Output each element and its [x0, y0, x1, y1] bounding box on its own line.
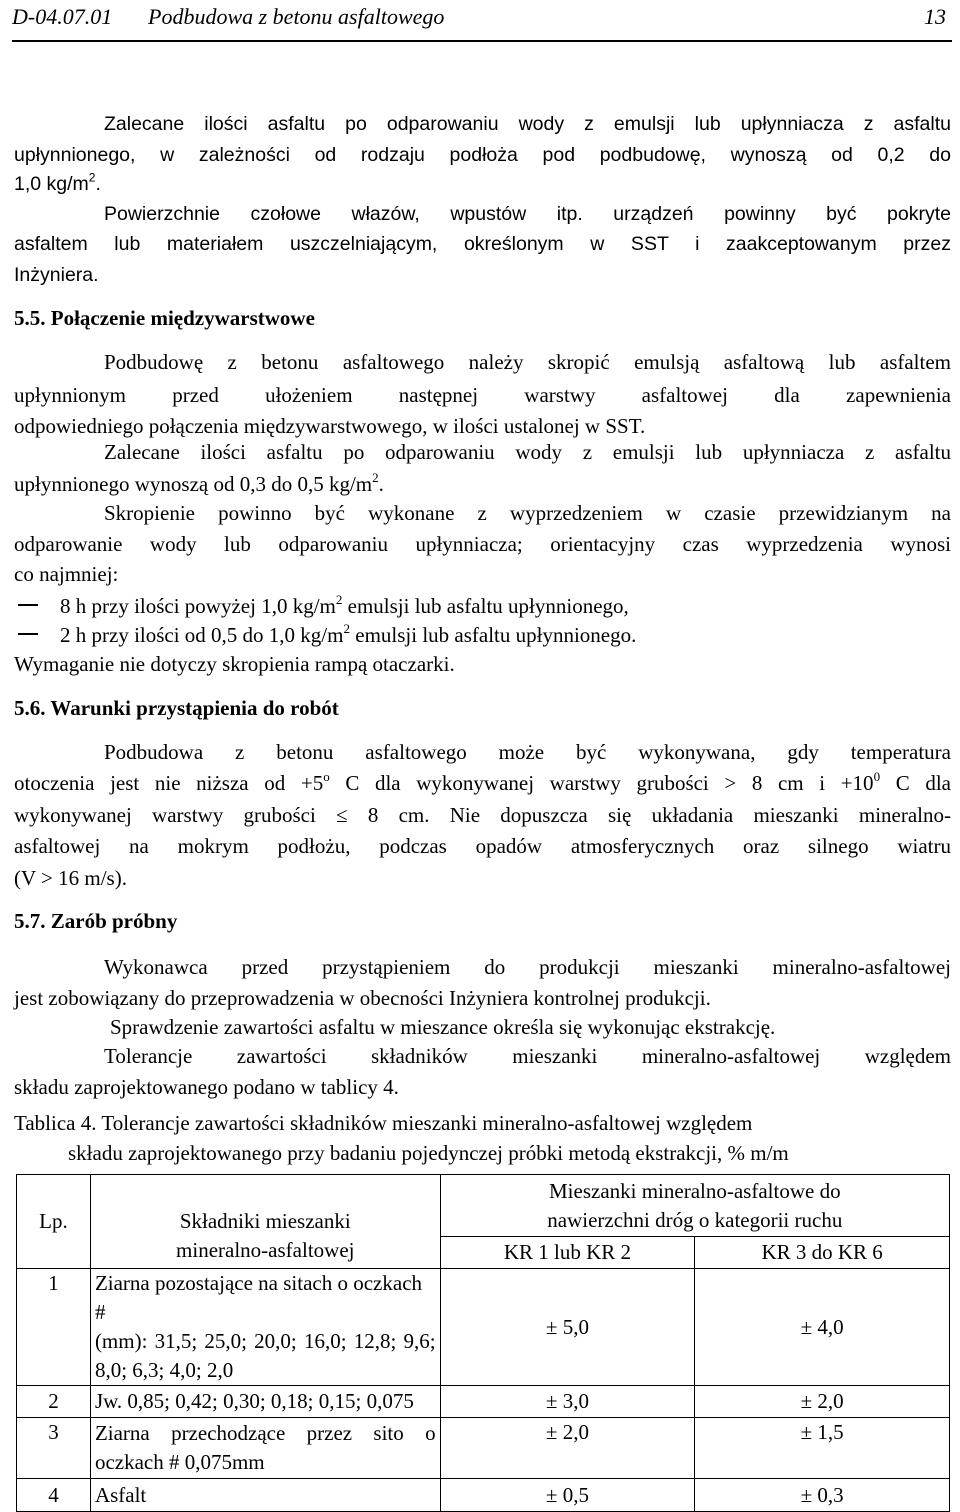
paragraph-line: upłynnionym przed ułożeniem następnej warstwy asfaltowej dla zapewnienia	[14, 383, 951, 407]
paragraph-line: otoczenia jest nie niższa od $+5^o$ C dla wykonywanej warstwy grubości > 8 cm $i +10^0$ C dla	[14, 768, 951, 795]
paragraph-line: Sprawdzenie zawartości asfaltu w mieszance określa się wykonując ekstrakcję.	[110, 1015, 776, 1039]
spec-code: D-04.07.01	[12, 4, 113, 29]
table-row	[17, 1418, 950, 1479]
paragraph-line: Podbudowę z betonu asfaltowego należy skropić emulsją asfaltową lub asfaltem	[104, 350, 951, 374]
paragraph-line: odparowanie wody lub odparowaniu upłynniacza; orientacyjny czas wyprzedzenia wynosi	[14, 532, 951, 556]
paragraph-line: (V > 16 m/s).	[14, 866, 127, 890]
paragraph-line: Powierzchnie czołowe włazów, wpustów itp. urządzeń powinny być pokryte	[104, 203, 951, 225]
cell-lp: 3	[17, 1418, 91, 1479]
header-mixtures: Mieszanki mineralno-asfaltowe do nawierzchni dróg o kategorii ruchu	[440, 1175, 949, 1237]
page-number: 13	[924, 4, 946, 29]
header-kr3-kr6: KR 3 do KR 6	[695, 1237, 950, 1269]
tolerance-table	[16, 1174, 950, 1512]
dash-bullet-icon	[18, 633, 38, 635]
header-kr1-kr2: KR 1 lub KR 2	[440, 1237, 695, 1269]
cell-kr1-kr2: ± 5,0	[440, 1269, 695, 1386]
paragraph-line: co najmniej:	[14, 562, 119, 586]
table-row	[17, 1386, 950, 1418]
cell-component: Ziarna przechodzące przez sito o oczkach # 0,075mm	[90, 1418, 440, 1479]
cell-kr3-kr6: ± 2,0	[695, 1386, 950, 1418]
cell-lp: 2	[17, 1386, 91, 1418]
table-caption: składu zaprojektowanego przy badaniu pojedynczej próbki metodą ekstrakcji, % m/m	[68, 1141, 789, 1165]
paragraph-line: Zalecane ilości asfaltu po odparowaniu wody z emulsji lub upłynniacza z asfaltu	[104, 440, 951, 464]
paragraph-line: Podbudowa z betonu asfaltowego może być wykonywana, gdy temperatura	[104, 740, 951, 764]
paragraph-line: Wymaganie nie dotyczy skropienia rampą otaczarki.	[14, 652, 455, 676]
list-item: 2 h przy ilości od 0,5 do 1,0 $kg/m^2$ emulsji lub asfaltu upłynnionego.	[14, 619, 951, 651]
cell-kr3-kr6: ± 1,5	[695, 1418, 950, 1479]
paragraph-line: Inżyniera.	[14, 264, 99, 286]
header-rule	[12, 40, 952, 42]
paragraph-line: Tolerancje zawartości składników mieszanki mineralno-asfaltowej względem	[104, 1044, 951, 1068]
cell-kr1-kr2: ± 0,5	[440, 1479, 695, 1512]
paragraph-line: upłynnionego, w zależności od rodzaju podłoża pod podbudowę, wynoszą od 0,2 do	[14, 144, 951, 166]
cell-lp: 4	[17, 1479, 91, 1512]
table-caption: Tablica 4. Tolerancje zawartości składników mieszanki mineralno-asfaltowej względem	[14, 1111, 753, 1135]
section-heading-5-6: 5.6. Warunki przystąpienia do robót	[14, 696, 339, 720]
cell-component: Asfalt	[90, 1479, 440, 1512]
paragraph-line: upłynnionego wynoszą od 0,3 do 0,5 $kg/m^2$.	[14, 469, 384, 496]
paragraph-line: 1,0 $kg/m^2$.	[14, 170, 101, 195]
paragraph-line: składu zaprojektowanego podano w tablicy 4.	[14, 1075, 399, 1099]
cell-component: Ziarna pozostające na sitach o oczkach # (mm): 31,5; 25,0; 20,0; 16,0; 12,8; 9,6; 8,0; 6,3; 4,0; 2,0	[90, 1269, 440, 1386]
table-row	[17, 1269, 950, 1386]
paragraph-line: jest zobowiązany do przeprowadzenia w obecności Inżyniera kontrolnej produkcji.	[14, 986, 711, 1010]
paragraph-line: asfaltowej na mokrym podłożu, podczas opadów atmosferycznych oraz silnego wiatru	[14, 834, 951, 858]
cell-lp: 1	[17, 1269, 91, 1386]
table-row	[17, 1479, 950, 1512]
paragraph-line: Skropienie powinno być wykonane z wyprzedzeniem w czasie przewidzianym na	[104, 501, 951, 525]
cell-kr3-kr6: ± 4,0	[695, 1269, 950, 1386]
paragraph-line: odpowiedniego połączenia międzywarstwowego, w ilości ustalonej w SST.	[14, 414, 646, 438]
section-heading-5-5: 5.5. Połączenie międzywarstwowe	[14, 306, 315, 330]
table-header-row	[17, 1175, 950, 1237]
section-heading-5-7: 5.7. Zarób próbny	[14, 909, 178, 933]
paragraph-line: asfaltem lub materiałem uszczelniającym, określonym w SST i zaakceptowanym przez	[14, 233, 951, 255]
header-components: Składniki mieszanki mineralno-asfaltowej	[90, 1175, 440, 1269]
cell-kr3-kr6: ± 0,3	[695, 1479, 950, 1512]
page-header	[12, 0, 948, 44]
paragraph-line: Zalecane ilości asfaltu po odparowaniu wody z emulsji lub upłynniacza z asfaltu	[104, 113, 951, 135]
list-item: 8 h przy ilości powyżej 1,0 $kg/m^2$ emulsji lub asfaltu upłynnionego,	[14, 590, 951, 622]
paragraph-line: Wykonawca przed przystąpieniem do produkcji mieszanki mineralno-asfaltowej	[104, 955, 951, 979]
cell-component: Jw. 0,85; 0,42; 0,30; 0,18; 0,15; 0,075	[90, 1386, 440, 1418]
dash-bullet-icon	[18, 604, 38, 606]
header-lp: Lp.	[17, 1175, 91, 1269]
cell-kr1-kr2: ± 3,0	[440, 1386, 695, 1418]
paragraph-line: wykonywanej warstwy grubości ≤ 8 cm. Nie dopuszcza się układania mieszanki mineralno-	[14, 803, 951, 827]
spec-title: Podbudowa z betonu asfaltowego	[148, 4, 445, 29]
cell-kr1-kr2: ± 2,0	[440, 1418, 695, 1479]
